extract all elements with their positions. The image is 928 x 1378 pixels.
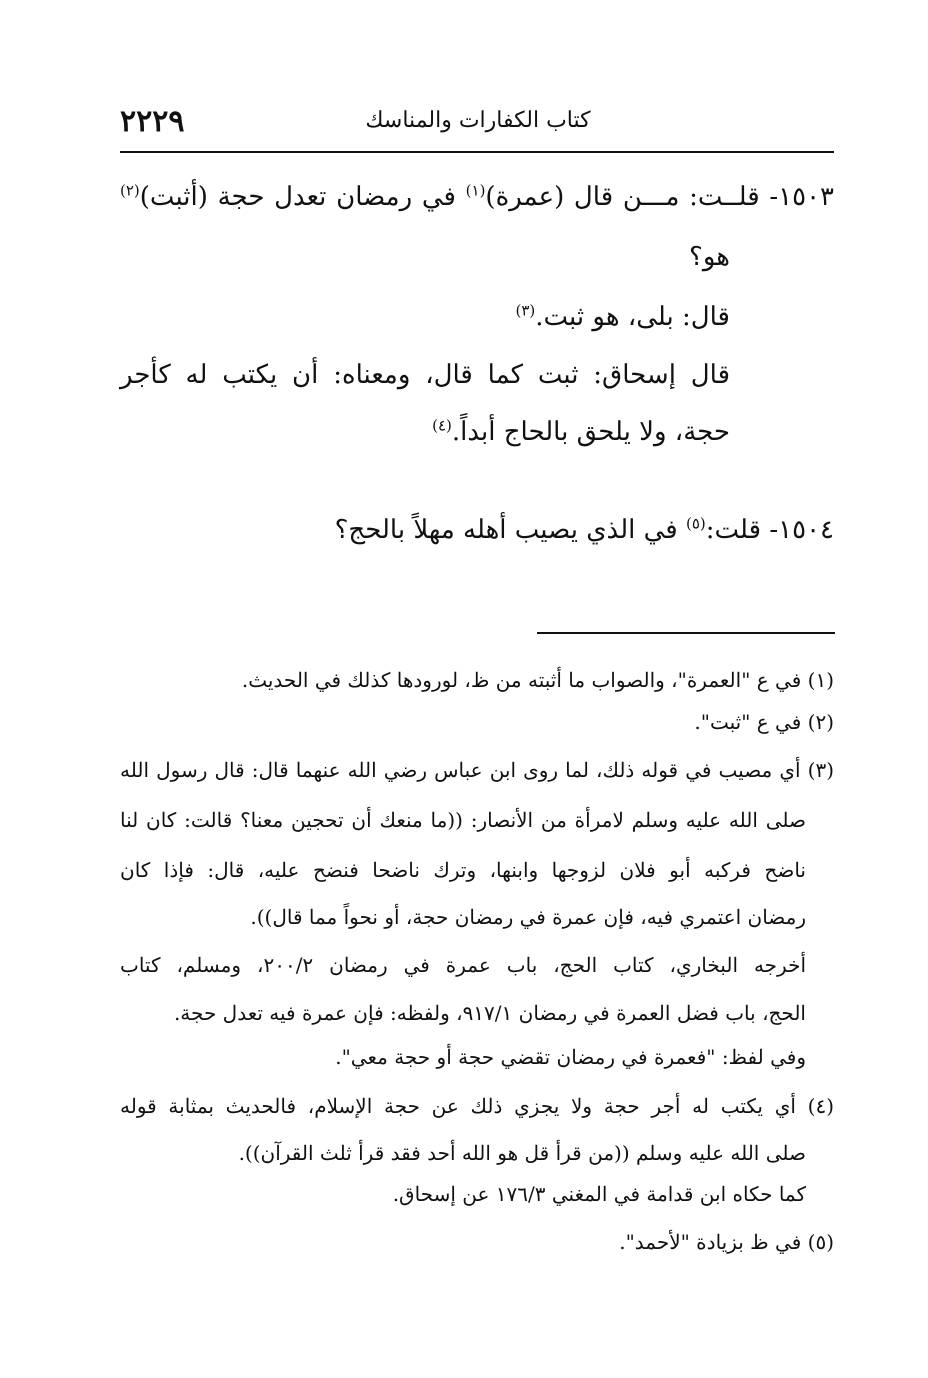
footnote-3-line-2: صلى الله عليه وسلم لامرأة من الأنصار: ((ما منعك أن تحجين معنا؟ قالت: كان لنا <box>120 808 806 832</box>
footnote-3-line-3: ناضح فركبه أبو فلان لزوجها وابنها، وترك ناضحا فنضح عليه، قال: فإذا كان <box>120 858 806 882</box>
page-header <box>120 100 836 144</box>
question-1503-text-a: ١٥٠٣- قلــت: مـــن قال (عمرة) <box>485 182 835 212</box>
question-1503-text-b: في رمضان تعدل حجة (أثبت) <box>139 182 466 212</box>
footnote-ref-1: (١) <box>465 181 486 200</box>
question-1503-line-1 <box>120 182 834 212</box>
page-number: ٢٢٢٩ <box>120 104 185 139</box>
footnote-ref-4: (٤) <box>432 416 452 435</box>
footnote-divider <box>537 632 835 634</box>
footnote-3-line-6: الحج، باب فضل العمرة في رمضان ٩١٧/١، ولفظه: فإن عمرة فيه تعدل حجة. <box>173 1001 806 1025</box>
ishaq-line-1: قال إسحاق: ثبت كما قال، ومعناه: أن يكتب له كأجر <box>120 360 730 390</box>
footnote-3-line-4: رمضان اعتمري فيه، فإن عمرة في رمضان حجة، أو نحواً مما قال)). <box>250 905 806 929</box>
footnote-4-line-1: (٤) أي يكتب له أجر حجة ولا يجزي ذلك عن حجة الإسلام، فالحديث بمثابة قوله <box>120 1094 834 1118</box>
footnote-4-line-2: صلى الله عليه وسلم ((من قرأ قل هو الله أحد فقد قرأ ثلث القرآن)). <box>238 1141 806 1165</box>
footnote-5: (٥) في ظ بزيادة "لأحمد". <box>619 1230 834 1254</box>
answer-line <box>515 302 730 332</box>
question-1504-label: ١٥٠٤- قلت: <box>705 515 834 545</box>
footnote-2: (٢) في ع "ثبت". <box>694 710 834 734</box>
footnote-1: (١) في ع "العمرة"، والصواب ما أثبته من ظ، لورودها كذلك في الحديث. <box>241 668 834 692</box>
ishaq-text: حجة، ولا يلحق بالحاج أبداً. <box>451 417 730 447</box>
book-title: كتاب الكفارات والمناسك <box>365 108 591 133</box>
footnote-3-line-1: (٣) أي مصيب في قوله ذلك، لما روى ابن عباس رضي الله عنهما قال: قال رسول الله <box>120 758 834 782</box>
question-1504-text: في الذي يصيب أهله مهلاً بالحج؟ <box>334 515 686 545</box>
footnote-3-line-7: وفي لفظ: "فعمرة في رمضان تقضي حجة أو حجة معي". <box>335 1045 806 1069</box>
footnote-4-line-3: كما حكاه ابن قدامة في المغني ١٧٦/٣ عن إسحاق. <box>392 1182 806 1206</box>
answer-text: قال: بلى، هو ثبت. <box>535 302 730 332</box>
footnote-ref-3: (٣) <box>515 301 536 320</box>
footnote-ref-5: (٥) <box>685 514 706 533</box>
ishaq-line-2 <box>432 417 730 447</box>
footnote-3-line-5: أخرجه البخاري، كتاب الحج، باب عمرة في رمضان ٢٠٠/٢، ومسلم، كتاب <box>120 953 806 977</box>
question-1503-line-2: هو؟ <box>689 242 730 272</box>
question-1504-line <box>335 515 834 545</box>
footnote-ref-2: (٢) <box>120 181 140 200</box>
header-divider <box>120 151 834 153</box>
